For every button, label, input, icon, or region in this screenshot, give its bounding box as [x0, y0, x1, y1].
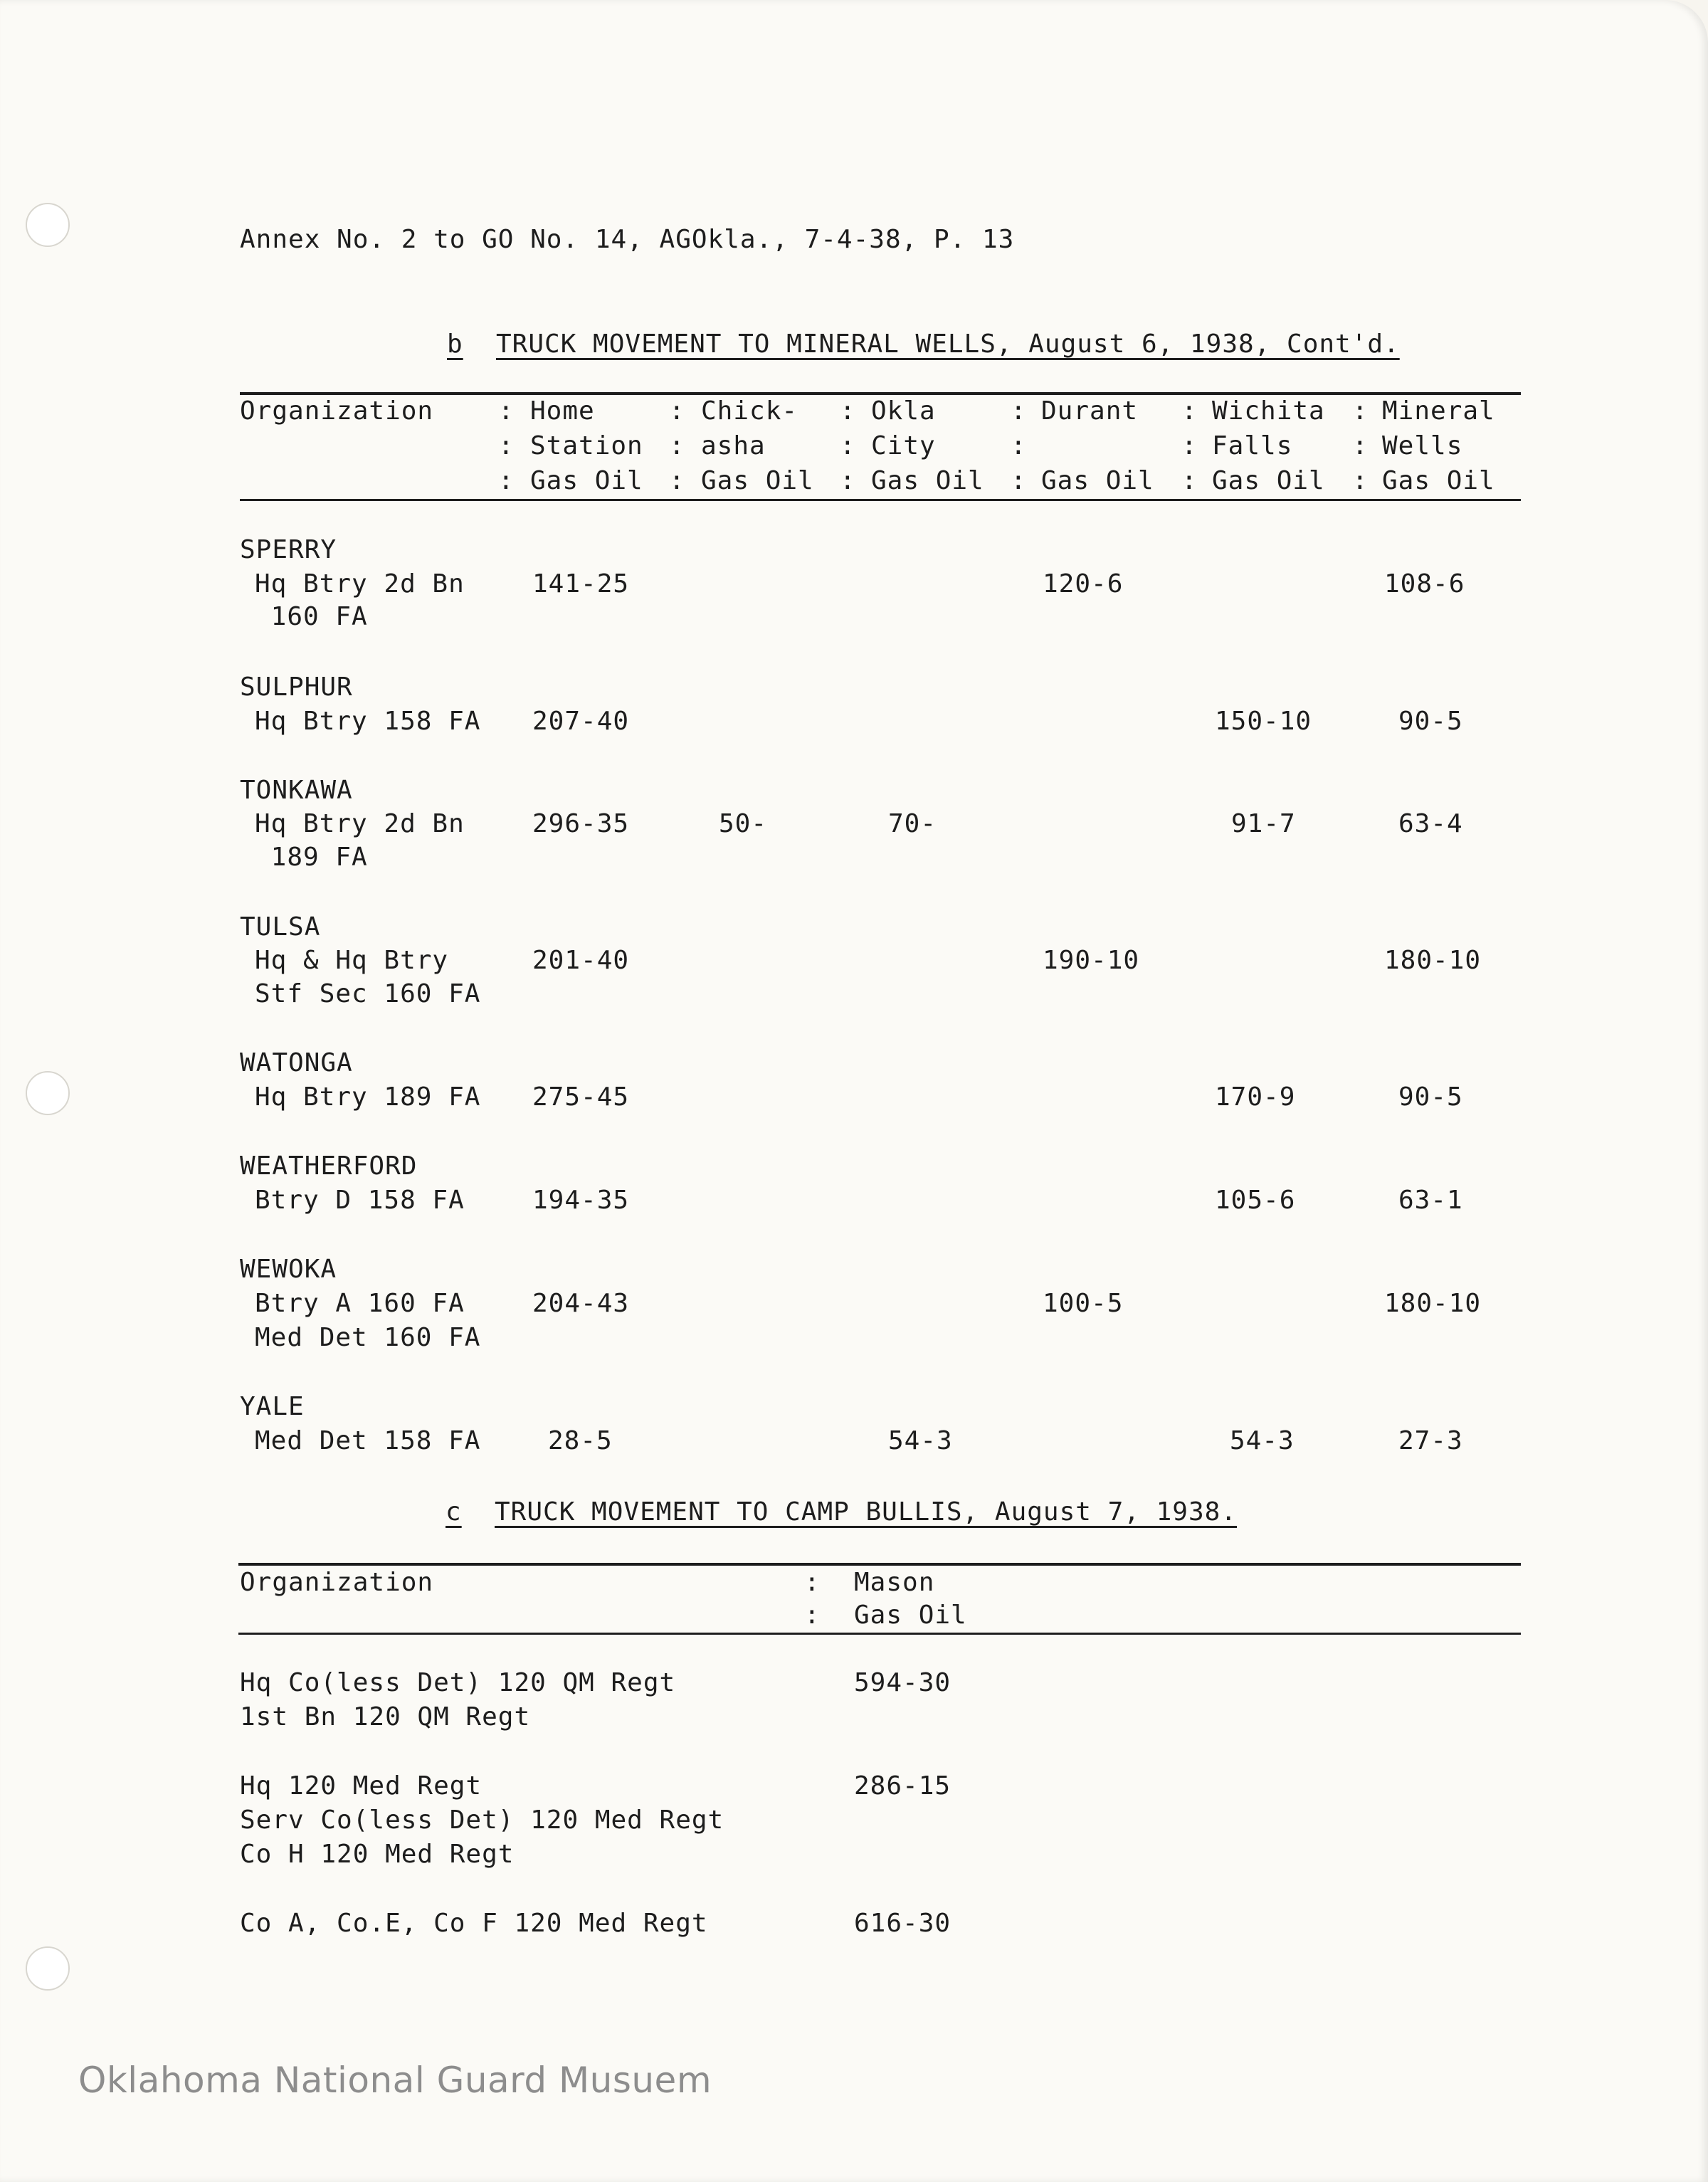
cell-okla: 54-3: [888, 1426, 953, 1455]
col-separator: :: [1352, 466, 1369, 495]
cell-durant: 120-6: [1043, 569, 1124, 599]
row-org-line: Stf Sec 160 FA: [255, 979, 481, 1008]
col-separator: :: [840, 466, 856, 495]
section-c-title: TRUCK MOVEMENT TO CAMP BULLIS, August 7, 1938.: [495, 1497, 1237, 1527]
col-separator: :: [669, 396, 685, 426]
cell-durant: 190-10: [1043, 946, 1140, 975]
annex-header: Annex No. 2 to GO No. 14, AGOkla., 7-4-38, P. 13: [240, 225, 1015, 254]
cell-mineral: 90-5: [1398, 707, 1463, 736]
col-separator: :: [1011, 431, 1027, 460]
cell-mineral: 180-10: [1384, 946, 1482, 975]
col-separator: :: [1181, 396, 1198, 426]
cell-home: 194-35: [532, 1186, 630, 1215]
cell-home: 28-5: [548, 1426, 613, 1455]
row-org-line: Serv Co(less Det) 120 Med Regt: [240, 1806, 724, 1835]
col-separator: :: [804, 1568, 821, 1597]
row-org-line: 160 FA: [255, 602, 368, 631]
row-city: SULPHUR: [240, 673, 353, 702]
row-city: TULSA: [240, 912, 321, 942]
cell-mineral: 90-5: [1398, 1082, 1463, 1112]
row-city: TONKAWA: [240, 776, 353, 805]
cell-mineral: 63-4: [1398, 809, 1463, 838]
section-b-title: TRUCK MOVEMENT TO MINERAL WELLS, August 6, 1938, Cont'd.: [496, 330, 1400, 359]
cell-mineral: 63-1: [1398, 1186, 1463, 1215]
col-chick-2: asha: [701, 431, 766, 460]
cell-home: 204-43: [532, 1289, 630, 1318]
row-org-line: Hq & Hq Btry: [255, 946, 449, 975]
row-org-line: Btry A 160 FA: [255, 1289, 465, 1318]
col-mineral-3: Gas Oil: [1382, 466, 1495, 495]
col-separator: :: [1352, 396, 1369, 426]
col-durant-1: Durant: [1041, 396, 1139, 426]
col-separator: :: [1352, 431, 1369, 460]
header-bottom-rule: [240, 499, 1521, 501]
col-durant-3: Gas Oil: [1041, 466, 1154, 495]
col-separator: :: [1181, 466, 1198, 495]
row-city: WATONGA: [240, 1048, 353, 1077]
cell-wichita: 105-6: [1215, 1186, 1296, 1215]
row-org-line: 189 FA: [255, 843, 368, 872]
col-chick-1: Chick-: [701, 396, 798, 426]
table-c-header-rule: [238, 1633, 1521, 1635]
cell-wichita: 91-7: [1231, 809, 1296, 838]
col-okla-1: Okla: [871, 396, 936, 426]
row-org-line: Btry D 158 FA: [255, 1186, 465, 1215]
binder-hole: [26, 1071, 70, 1115]
col-okla-3: Gas Oil: [871, 466, 984, 495]
cell-home: 201-40: [532, 946, 630, 975]
col-wichita-2: Falls: [1212, 431, 1293, 460]
col-home-2: Station: [530, 431, 643, 460]
row-city: YALE: [240, 1392, 305, 1421]
row-org-line: Hq Btry 189 FA: [255, 1082, 481, 1112]
col-wichita-3: Gas Oil: [1212, 466, 1325, 495]
row-org-line: Co A, Co.E, Co F 120 Med Regt: [240, 1909, 708, 1938]
col-separator: :: [1011, 466, 1027, 495]
col-organization: Organization: [240, 1568, 434, 1597]
col-home-3: Gas Oil: [530, 466, 643, 495]
cell-okla: 70-: [888, 809, 937, 838]
col-mineral-2: Wells: [1382, 431, 1463, 460]
row-city: WEWOKA: [240, 1255, 337, 1284]
row-org-line: Med Det 158 FA: [255, 1426, 481, 1455]
cell-mineral: 108-6: [1384, 569, 1465, 599]
row-org-line: Hq Co(less Det) 120 QM Regt: [240, 1668, 676, 1697]
museum-watermark: Oklahoma National Guard Musuem: [78, 2060, 712, 2101]
row-city: WEATHERFORD: [240, 1151, 418, 1181]
cell-mason: 286-15: [854, 1771, 951, 1801]
cell-home: 207-40: [532, 707, 630, 736]
section-c-letter: c: [446, 1497, 462, 1527]
row-org-line: Hq Btry 158 FA: [255, 707, 481, 736]
col-separator: :: [840, 431, 856, 460]
row-org-line: 1st Bn 120 QM Regt: [240, 1702, 531, 1732]
col-separator: :: [1011, 396, 1027, 426]
cell-home: 275-45: [532, 1082, 630, 1112]
col-mason-1: Mason: [854, 1568, 935, 1597]
row-org-line: Hq Btry 2d Bn: [255, 809, 465, 838]
cell-wichita: 150-10: [1215, 707, 1312, 736]
col-mason-2: Gas Oil: [854, 1601, 967, 1630]
col-wichita-1: Wichita: [1212, 396, 1325, 426]
cell-home: 141-25: [532, 569, 630, 599]
binder-hole: [26, 203, 70, 247]
section-b-letter: b: [447, 330, 463, 359]
col-separator: :: [1181, 431, 1198, 460]
col-organization: Organization: [240, 396, 434, 426]
cell-wichita: 170-9: [1215, 1082, 1296, 1112]
col-home-1: Home: [530, 396, 595, 426]
col-separator: :: [669, 431, 685, 460]
col-separator: :: [498, 466, 515, 495]
col-okla-2: City: [871, 431, 936, 460]
cell-mason: 594-30: [854, 1668, 951, 1697]
cell-durant: 100-5: [1043, 1289, 1124, 1318]
cell-home: 296-35: [532, 809, 630, 838]
col-separator: :: [669, 466, 685, 495]
cell-mason: 616-30: [854, 1909, 951, 1938]
col-chick-3: Gas Oil: [701, 466, 814, 495]
col-separator: :: [498, 431, 515, 460]
cell-mineral: 27-3: [1398, 1426, 1463, 1455]
cell-wichita: 54-3: [1230, 1426, 1295, 1455]
col-mineral-1: Mineral: [1382, 396, 1495, 426]
col-separator: :: [840, 396, 856, 426]
row-org-line: Hq 120 Med Regt: [240, 1771, 483, 1801]
binder-hole: [26, 1946, 70, 1991]
cell-chick: 50-: [719, 809, 768, 838]
row-org-line: Med Det 160 FA: [255, 1323, 481, 1352]
col-separator: :: [498, 396, 515, 426]
cell-mineral: 180-10: [1384, 1289, 1482, 1318]
row-city: SPERRY: [240, 535, 337, 564]
col-separator: :: [804, 1601, 821, 1630]
row-org-line: Hq Btry 2d Bn: [255, 569, 465, 599]
row-org-line: Co H 120 Med Regt: [240, 1840, 515, 1869]
